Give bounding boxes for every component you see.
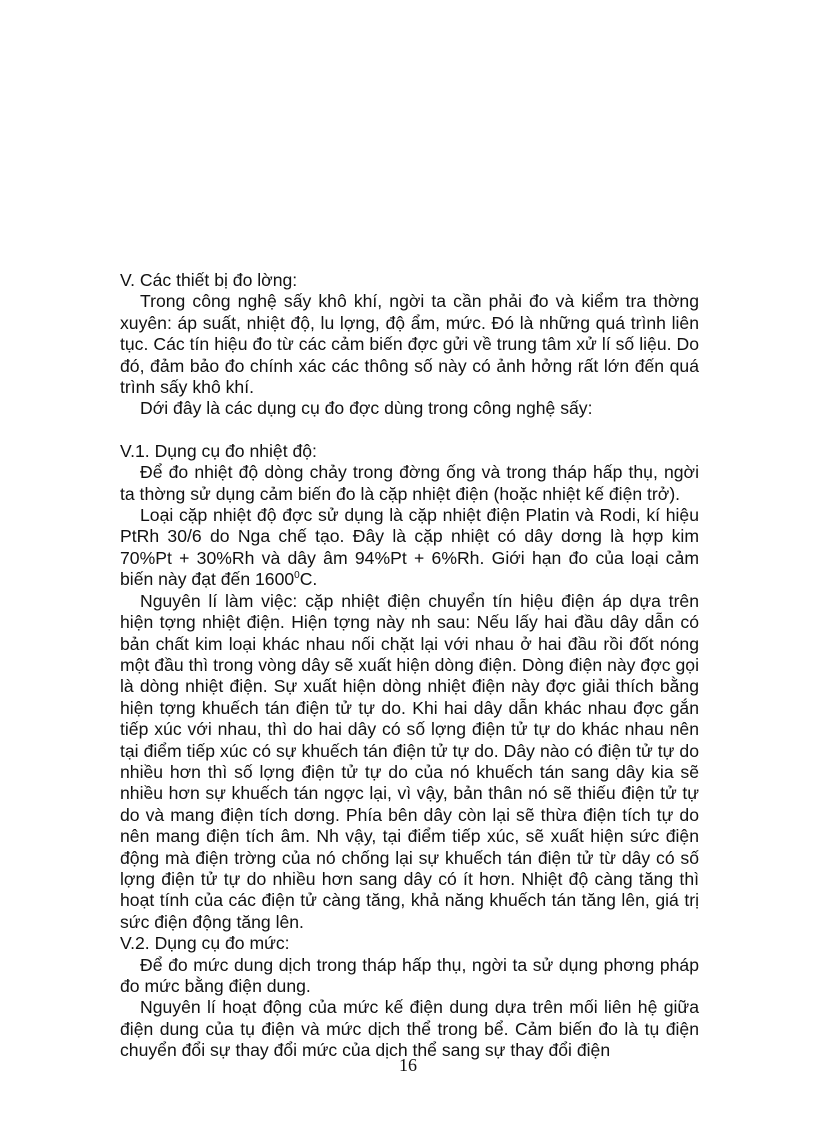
paragraph-text-end: C. — [299, 569, 318, 590]
subsection-1-heading: V.1. Dụng cụ đo nhiệt độ: — [120, 440, 317, 461]
paragraph-gap — [120, 420, 699, 441]
subsection-2-heading: V.2. Dụng cụ đo mức: — [120, 933, 290, 954]
section-paragraph-2: Dới đây là các dụng cụ đo đợc dùng trong công nghệ sấy: — [140, 398, 593, 419]
subsection-1-paragraph-2 — [120, 505, 699, 591]
section-heading: V. Các thiết bị đo lờng: — [120, 270, 298, 290]
subsection-1-paragraph-1: Để đo nhiệt độ dòng chảy trong đờng ống và trong tháp hấp thụ, ngời ta thờng sử dụng cảm biến đo là cặp nhiệt điện (hoặc nhiệt kế điện trở). — [120, 462, 699, 504]
degree-superscript: 0 — [294, 570, 300, 582]
document-body — [120, 270, 699, 1062]
subsection-2-paragraph-1: Để đo mức dung dịch trong tháp hấp thụ, ngời ta sử dụng phơng pháp đo mức bằng điện dung. — [120, 954, 699, 996]
section-paragraph-1: Trong công nghệ sấy khô khí, ngời ta cần phải đo và kiểm tra thờng xuyên: áp suất, nhiệt độ, lu lợng, độ ẩm, mức. Đó là những quá trình liên tục. Các tín hiệu đo từ các cảm biến đợc gửi về trung tâm xử lí số liệu. Do đó, đảm bảo đo chính xác các thông số này có ảnh hởng rất lớn đến quá trình sấy khô khí. — [120, 291, 699, 398]
paragraph-text: Loại cặp nhiệt độ đợc sử dụng là cặp nhiệt điện Platin và Rodi, kí hiệu PtRh 30/6 do Nga chế tạo. Đây là cặp nhiệt có dây dơng là hợp kim 70%Pt + 30%Rh và dây âm 94%Pt + 6%Rh. Giới hạn đo của loại cảm biến này đạt đến 1600 — [120, 505, 699, 590]
subsection-1-paragraph-3: Nguyên lí làm việc: cặp nhiệt điện chuyển tín hiệu điện áp dựa trên hiện tợng nhiệt điện. Hiện tợng này nh sau: Nếu lấy hai đầu dây dẫn có bản chất kim loại khác nhau nối chặt lại với nhau ở hai đầu rồi đốt nóng một đầu thì trong vòng dây sẽ xuất hiện dòng điện. Dòng điện này đợc gọi là dòng nhiệt điện. Sự xuất hiện dòng nhiệt điện này đợc giải thích bằng hiện tợng khuếch tán điện tử tự do. Khi hai dây dẫn khác nhau đợc gắn tiếp xúc với nhau, thì do hai dây có số lợng điện tử tự do khác nhau nên tại điểm tiếp xúc có sự khuếch tán điện tử tự do. Dây nào có điện tử tự do nhiều hơn thì số lợng điện tử tự do của nó khuếch tán sang dây kia sẽ nhiều hơn sự khuếch tán ngợc lại, vì vậy, bản thân nó sẽ thiếu điện tử tự do và mang điện tích dơng. Phía bên dây còn lại sẽ thừa điện tích tự do nên mang điện tích âm. Nh vậy, tại điểm tiếp xúc, sẽ xuất hiện sức điện động mà điện trờng của nó chống lại sự khuếch tán điện tử từ dây có số lợng điện tử tự do nhiều hơn sang dây có ít hơn. Nhiệt độ càng tăng thì hoạt tính của các điện tử càng tăng, khả năng khuếch tán tăng lên, giá trị sức điện động tăng lên. — [120, 590, 699, 932]
page-number: 16 — [399, 1055, 417, 1075]
subsection-2-paragraph-2: Nguyên lí hoạt động của mức kế điện dung dựa trên mối liên hệ giữa điện dung của tụ điện và mức dịch thể trong bể. Cảm biến đo là tụ điện chuyển đổi sự thay đổi mức của dịch thể sang sự thay đổi điện — [120, 997, 699, 1061]
